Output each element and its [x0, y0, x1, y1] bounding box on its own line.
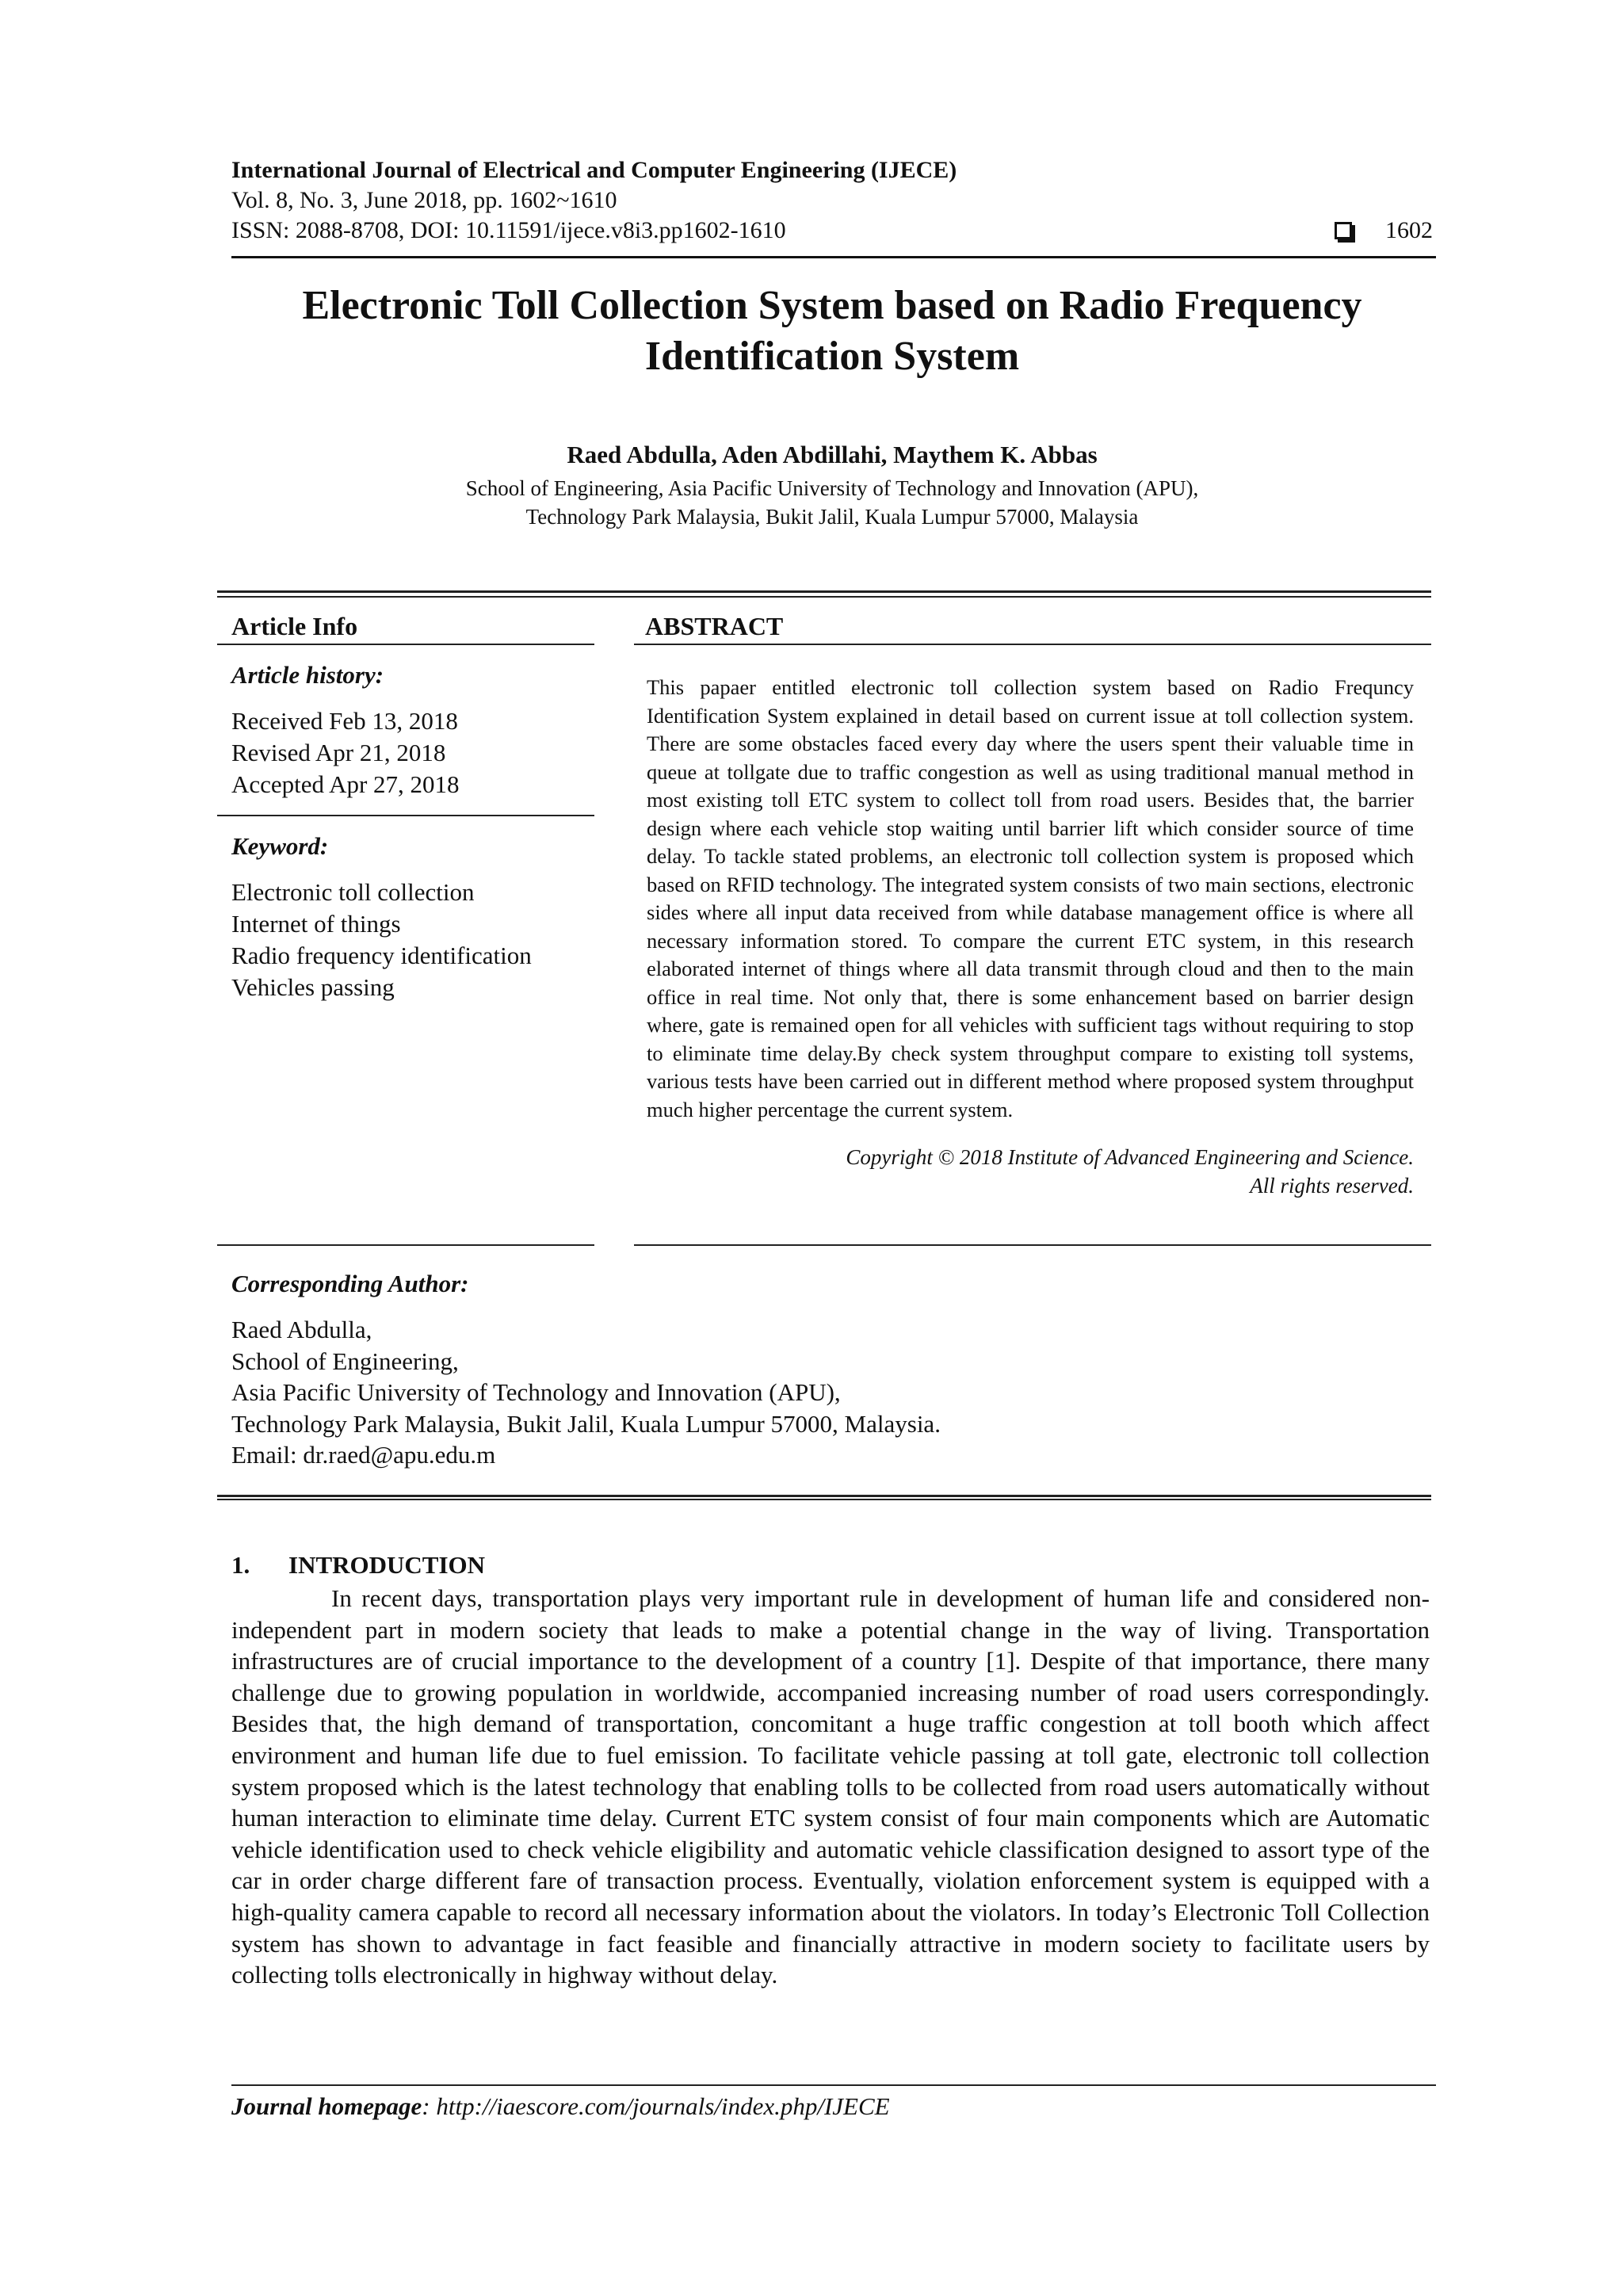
homepage-label: Journal homepage	[231, 2092, 422, 2120]
issn-line: ISSN: 2088-8708, DOI: 10.11591/ijece.v8i3.pp1602-1610	[231, 217, 786, 243]
keyword-item: Electronic toll collection	[231, 878, 475, 906]
square-bullet-icon	[1335, 222, 1352, 239]
journal-header	[231, 155, 1436, 246]
abstract-rule	[634, 644, 1431, 645]
volume-line: Vol. 8, No. 3, June 2018, pp. 1602~1610	[231, 187, 617, 213]
corresponding-author-heading: Corresponding Author:	[231, 1270, 469, 1297]
keyword-item: Vehicles passing	[231, 973, 395, 1001]
journal-name: International Journal of Electrical and Computer Engineering (IJECE)	[231, 157, 957, 183]
copyright-line-2: All rights reserved.	[1250, 1174, 1414, 1198]
authors: Raed Abdulla, Aden Abdillahi, Maythem K. Abbas	[567, 441, 1098, 468]
keyword-item: Radio frequency identification	[231, 942, 532, 969]
history-rule	[217, 815, 594, 816]
footer-rule	[231, 2084, 1436, 2086]
history-revised: Revised Apr 21, 2018	[231, 739, 446, 766]
section-number: 1.	[231, 1551, 250, 1579]
abstract-bottom-rule	[634, 1244, 1431, 1246]
article-info-rule	[217, 644, 594, 645]
info-box-top-rule	[217, 590, 1431, 598]
paper-title	[158, 281, 1506, 382]
article-info-bottom-rule	[217, 1244, 594, 1246]
copyright	[647, 1143, 1414, 1200]
affiliation	[158, 474, 1506, 531]
page-number-group	[1335, 216, 1436, 246]
copyright-line-1: Copyright © 2018 Institute of Advanced Engineering and Science.	[846, 1145, 1414, 1169]
keyword-item: Internet of things	[231, 910, 401, 938]
info-box-bottom-rule	[217, 1495, 1431, 1500]
article-history-heading: Article history:	[231, 661, 384, 689]
section-heading-introduction	[231, 1549, 485, 1581]
abstract-text: This papaer entitled electronic toll collection system based on Radio Frequncy Identification System explained in detail based on current issue at toll collection system. There are some obstacles faced every day where the users spent their valuable time in queue at tollgate due to traffic congestion as well as using traditional manual method in most existing toll ETC system to collect toll from road users. Besides that, the barrier design where each vehicle stop waiting until barrier lift which consider source of time delay. To tackle stated problems, an electronic toll collection system is proposed which based on RFID technology. The integrated system consists of two main sections, electronic sides where all input data received from while database management office is where all necessary information stored. To compare the current ETC system, in this research elaborated internet of things where all data transmit through cloud and then to the main office in real time. Not only that, there is some enhancement based on barrier design where, gate is remained open for all vehicles with sufficient tags without requiring to stop to eliminate time delay.By check system throughput compare to existing toll systems, various tests have been carried out in different method where proposed system throughput much higher percentage the current system.	[647, 675, 1414, 1121]
keyword-list	[217, 877, 594, 1003]
history-accepted: Accepted Apr 27, 2018	[231, 770, 460, 798]
title-line-1: Electronic Toll Collection System based on Radio Frequency	[302, 283, 1362, 328]
author-school: School of Engineering,	[231, 1347, 459, 1375]
abstract-heading: ABSTRACT	[645, 612, 784, 640]
title-line-2: Identification System	[644, 334, 1020, 379]
author-email: Email: dr.raed@apu.edu.m	[231, 1441, 496, 1469]
page-number: 1602	[1385, 217, 1433, 243]
keyword-heading: Keyword:	[231, 832, 329, 860]
article-info-column	[217, 610, 594, 1003]
author-address: Technology Park Malaysia, Bukit Jalil, Kuala Lumpur 57000, Malaysia.	[231, 1409, 941, 1438]
corresponding-author-details	[231, 1314, 941, 1471]
header-rule	[231, 256, 1436, 258]
introduction-paragraph: In recent days, transportation plays very important rule in development of human life and considered non-independent part in modern society that leads to make a potential change in the way of living. Transportation infrastructures are of crucial importance to the development of a country [1]. Despite of that importance, there many challenge due to growing population in worldwide, accompanied increasing number of road users correspondingly. Besides that, the high demand of transportation, concomitant a huge traffic congestion at toll booth which affect environment and human life due to fuel emission. To facilitate vehicle passing at toll gate, electronic toll collection system proposed which is the latest technology that enabling tolls to be collected from road users automatically without human interaction to eliminate time delay. Current ETC system consist of four main components which are Automatic vehicle identification used to check vehicle eligibility and automatic vehicle classification designed to assort type of the car in order charge different fare of transaction process. Eventually, violation enforcement system is equipped with a high-quality camera capable to record all necessary information about the violators. In today’s Electronic Toll Collection system has shown to advantage in fact feasible and financially attractive in modern society to facilitate users by collecting tolls electronically in highway without delay.	[231, 1584, 1430, 1989]
journal-homepage	[231, 2091, 890, 2122]
section-title: INTRODUCTION	[288, 1551, 486, 1579]
author-name: Raed Abdulla,	[231, 1316, 372, 1343]
affiliation-line-1: School of Engineering, Asia Pacific University of Technology and Innovation (APU),	[465, 476, 1199, 500]
issn-row	[231, 216, 1436, 246]
history-received: Received Feb 13, 2018	[231, 707, 458, 735]
author-university: Asia Pacific University of Technology and Innovation (APU),	[231, 1378, 841, 1406]
article-history-list	[217, 705, 594, 800]
article-info-heading: Article Info	[231, 612, 358, 640]
affiliation-line-2: Technology Park Malaysia, Bukit Jalil, Kuala Lumpur 57000, Malaysia	[525, 505, 1139, 529]
abstract-column	[634, 610, 1431, 1200]
homepage-url[interactable]: : http://iaescore.com/journals/index.php/IJECE	[422, 2092, 890, 2120]
